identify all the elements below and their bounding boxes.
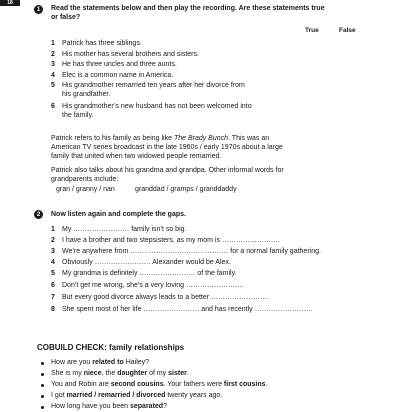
example-text: of my <box>147 370 169 377</box>
exercise-1-badge: 1 <box>34 5 43 14</box>
key-term: niece <box>83 370 102 377</box>
exercise-1-instruction-line1: Read the statements below and then play the recording. Are these statements true <box>51 5 325 12</box>
gap-number: 3 <box>51 248 55 255</box>
statement-number: 5 <box>51 82 55 89</box>
statement-text-line1: His grandmother remarried ten years after her divorce from <box>62 82 245 89</box>
gap-sentence: Don’t get me wrong, she’s a very loving ……………………. <box>62 282 244 289</box>
cobuild-item <box>51 381 371 390</box>
statement-text: Elec is a common name in America. <box>62 72 174 79</box>
cobuild-item <box>51 403 371 412</box>
paragraph-text: Patrick refers to his family as being like <box>51 135 174 142</box>
gap-item-4 <box>51 259 351 268</box>
statement-number: 3 <box>51 61 55 68</box>
example-text: Hailey? <box>123 359 150 366</box>
statement-text <box>62 103 292 121</box>
statement-number: 6 <box>51 103 55 110</box>
informal-words-grandfather: granddad / gramps / granddaddy <box>135 186 237 193</box>
statement-text-line1: His grandmother’s new husband has not been welcomed into <box>62 103 252 110</box>
statement-text: Patrick has three siblings. <box>62 40 142 47</box>
paragraph-text: . This was an American TV series broadcast in the late 1960s / early 1970s about a large family that united when two widowed people remarried. <box>51 135 283 160</box>
statement-text-line2: the family. <box>62 111 94 119</box>
grandparents-paragraph: Patrick also talks about his grandma and grandpa. Other informal words for grandparents include: <box>51 167 284 183</box>
gap-sentence: My …………………… family isn’t so big. <box>62 226 187 233</box>
page-tab: 18 <box>0 0 20 6</box>
brady-bunch-paragraph <box>51 135 296 161</box>
example-text: How long have you been <box>51 403 130 410</box>
false-column-header: False <box>339 27 356 34</box>
gap-number: 4 <box>51 259 55 266</box>
example-text: You and Robin are <box>51 381 111 388</box>
gap-sentence: She spent most of her life …………………… and has recently ……………………. <box>62 306 313 313</box>
key-term: daughter <box>117 370 148 377</box>
gap-sentence: But every good divorce always leads to a better ……………………. <box>62 294 269 301</box>
gap-item-3 <box>51 248 351 257</box>
gap-number: 1 <box>51 226 55 233</box>
gap-number: 7 <box>51 294 55 301</box>
gap-item-1 <box>51 226 351 235</box>
gap-item-2 <box>51 237 351 246</box>
example-text: . <box>186 370 189 377</box>
key-term: first cousins <box>223 381 266 388</box>
gap-item-8 <box>51 306 351 315</box>
gap-item-7 <box>51 294 351 303</box>
statement-number: 2 <box>51 51 55 58</box>
example-text: . Your fathers were <box>163 381 224 388</box>
key-term: separated <box>130 403 164 410</box>
gap-number: 8 <box>51 306 55 313</box>
cobuild-check-title: COBUILD CHECK: family relationships <box>37 343 185 352</box>
exercise-1-instruction <box>51 5 351 23</box>
statement-text: His mother has several brothers and sisters. <box>62 51 199 58</box>
informal-words-grandmother: gran / granny / nan <box>56 186 115 193</box>
key-term: related to <box>92 359 124 366</box>
gap-number: 6 <box>51 282 55 289</box>
example-text: . <box>265 381 268 388</box>
gap-item-6 <box>51 282 351 291</box>
statement-text: He has three uncles and three aunts. <box>62 61 177 68</box>
exercise-1-instruction-line2: or false? <box>51 13 81 21</box>
example-text: How are you <box>51 359 93 366</box>
key-term: married / remarried / divorced <box>66 392 166 399</box>
example-text: I got <box>51 392 67 399</box>
gap-sentence: We’re anywhere from …………………………………… for a normal family gathering. <box>62 248 321 255</box>
statement-number: 4 <box>51 72 55 79</box>
gap-sentence: My grandma is definitely …………………… of the family. <box>62 270 237 277</box>
gap-sentence: Obviously …………………… Alexander would be Alex. <box>62 259 231 266</box>
key-term: sister <box>168 370 187 377</box>
cobuild-item <box>51 392 371 401</box>
cobuild-item <box>51 370 371 379</box>
gap-number: 5 <box>51 270 55 277</box>
exercise-2-badge: 2 <box>34 210 43 219</box>
statement-text <box>62 82 292 100</box>
example-text: ? <box>163 403 167 410</box>
exercise-2-instruction: Now listen again and complete the gaps. <box>51 211 186 218</box>
gap-item-5 <box>51 270 351 279</box>
show-title: The Brady Bunch <box>173 135 229 142</box>
example-text: , the <box>101 370 118 377</box>
cobuild-item <box>51 359 371 368</box>
statement-number: 1 <box>51 40 55 47</box>
key-term: second cousins <box>110 381 164 388</box>
statement-text-line2: his grandfather. <box>62 90 111 98</box>
gap-number: 2 <box>51 237 55 244</box>
example-text: twenty years ago. <box>165 392 223 399</box>
gap-sentence: I have a brother and two stepsisters, as my mom is ……………………. <box>62 237 280 244</box>
true-column-header: True <box>305 27 319 34</box>
example-text: She is my <box>51 370 84 377</box>
